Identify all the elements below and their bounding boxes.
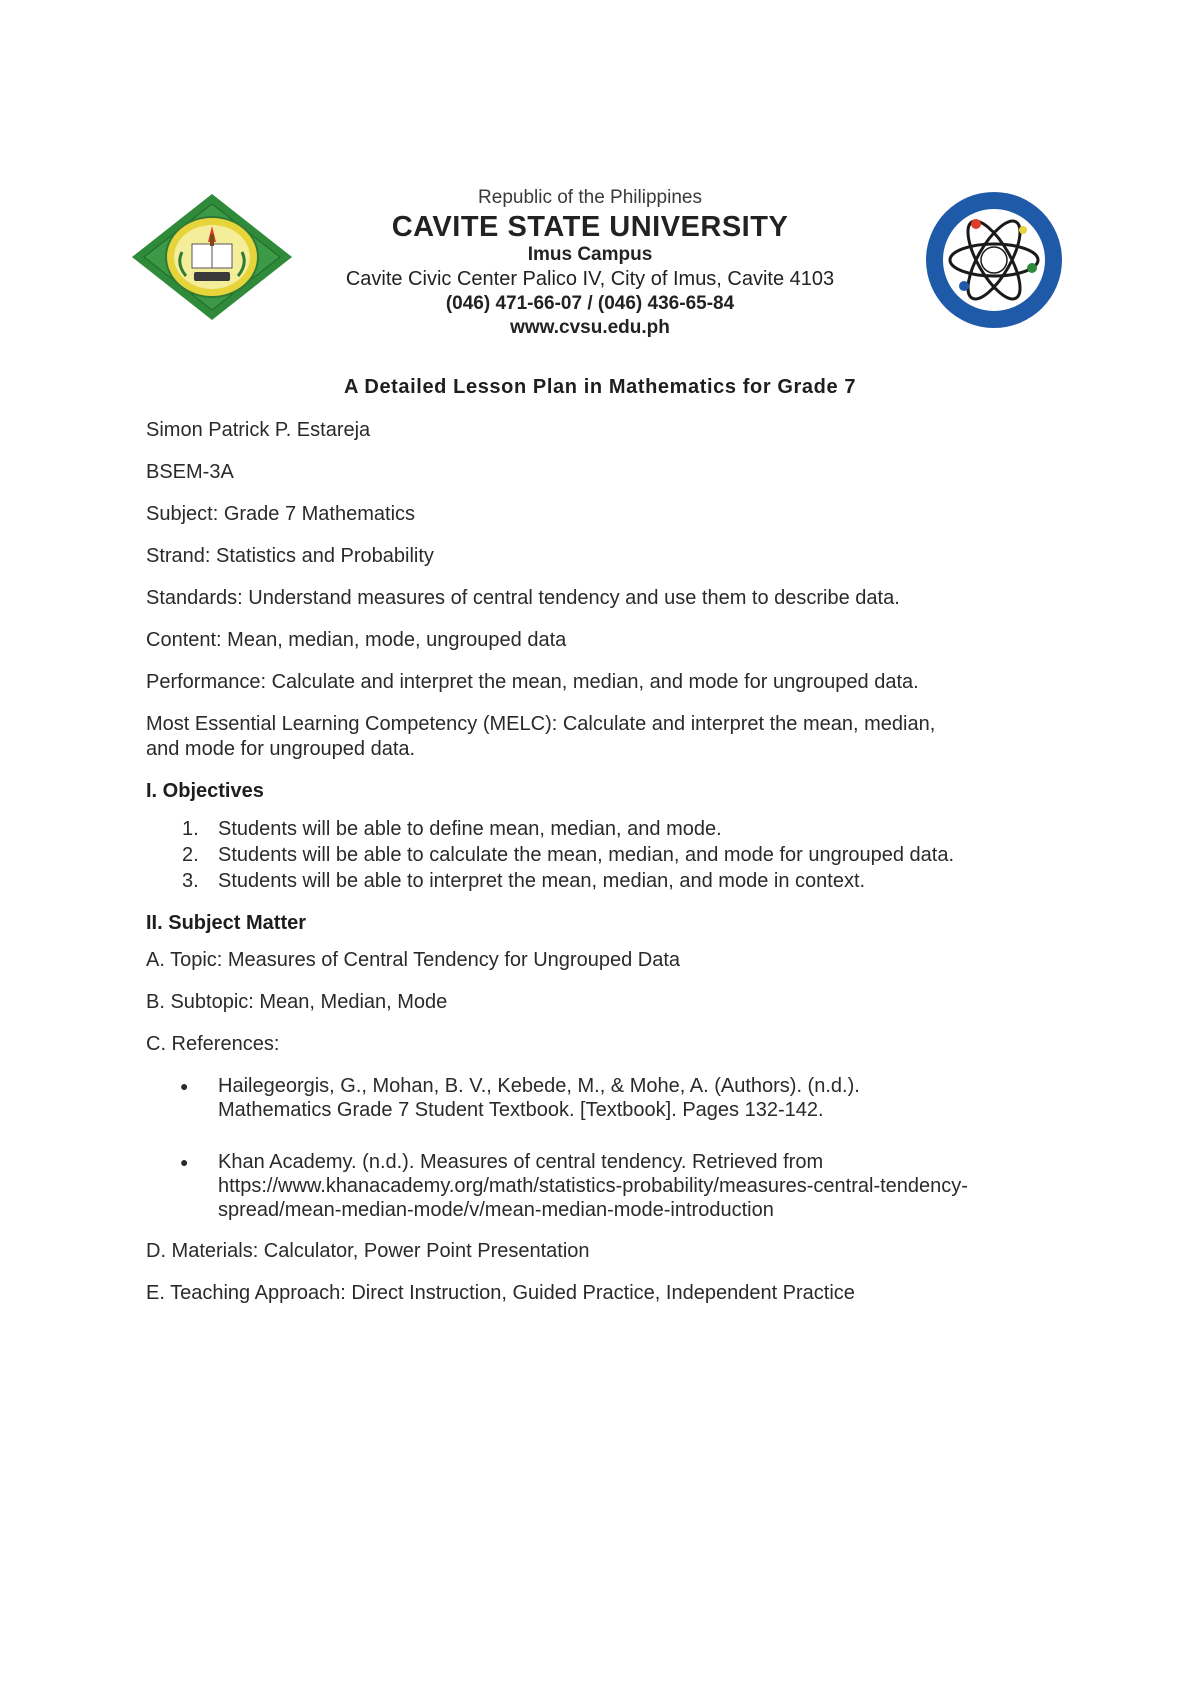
reference-link[interactable]: https://www.khanacademy.org/math/statistics-probability/measures-central-tendency-: [218, 1175, 968, 1197]
objective-text: Students will be able to define mean, median, and mode.: [218, 818, 722, 840]
objective-text: Students will be able to calculate the mean, median, and mode for ungrouped data.: [218, 844, 955, 866]
melc-line: and mode for ungrouped data.: [146, 738, 416, 760]
reference-line: Khan Academy. (n.d.). Measures of central tendency. Retrieved from: [218, 1151, 824, 1173]
reference-line: Hailegeorgis, G., Mohan, B. V., Kebede, M., & Mohe, A. (Authors). (n.d.).: [218, 1075, 860, 1097]
department-seal-logo: [924, 190, 1064, 330]
list-item: [180, 1150, 1066, 1222]
list-number: 3.: [182, 870, 199, 892]
letterhead-campus: Imus Campus: [527, 244, 653, 265]
list-item: [180, 1074, 1066, 1122]
teaching-approach-line: E. Teaching Approach: Direct Instruction, Guided Practice, Independent Practice: [146, 1282, 855, 1304]
references-list: [146, 1074, 1066, 1222]
materials-line: D. Materials: Calculator, Power Point Presentation: [146, 1240, 590, 1262]
list-item: [182, 842, 1066, 868]
letterhead-republic: Republic of the Philippines: [478, 187, 702, 208]
letterhead-website: www.cvsu.edu.ph: [510, 317, 670, 338]
topic-line: A. Topic: Measures of Central Tendency for Ungrouped Data: [146, 949, 681, 971]
list-number: 2.: [182, 844, 199, 866]
objectives-heading: I. Objectives: [146, 780, 264, 802]
letterhead-address: Cavite Civic Center Palico IV, City of Imus, Cavite 4103: [345, 268, 835, 290]
lesson-plan-body: [146, 418, 1066, 1323]
content-line: Content: Mean, median, mode, ungrouped data: [146, 629, 567, 651]
standards-line: Standards: Understand measures of central tendency and use them to describe data.: [146, 587, 900, 609]
subject-line: Subject: Grade 7 Mathematics: [146, 503, 416, 525]
melc-line: Most Essential Learning Competency (MELC): Calculate and interpret the mean, median,: [146, 713, 936, 735]
references-label: C. References:: [146, 1033, 280, 1055]
subtopic-line: B. Subtopic: Mean, Median, Mode: [146, 991, 448, 1013]
letterhead: [300, 186, 880, 339]
melc-paragraph: [146, 712, 1066, 762]
list-item: [182, 816, 1066, 842]
section: BSEM-3A: [146, 461, 234, 483]
letterhead-university-name: CAVITE STATE UNIVERSITY: [391, 211, 789, 243]
performance-line: Performance: Calculate and interpret the mean, median, and mode for ungrouped data.: [146, 671, 919, 693]
list-item: [182, 868, 1066, 894]
subject-matter-heading: II. Subject Matter: [146, 912, 307, 934]
page-title: A Detailed Lesson Plan in Mathematics for Grade 7: [343, 376, 857, 398]
list-number: 1.: [182, 818, 199, 840]
university-seal-logo: [130, 192, 294, 322]
objective-text: Students will be able to interpret the mean, median, and mode in context.: [218, 870, 866, 892]
reference-link[interactable]: spread/mean-median-mode/v/mean-median-mode-introduction: [218, 1199, 774, 1221]
author-name: Simon Patrick P. Estareja: [146, 419, 371, 441]
strand-line: Strand: Statistics and Probability: [146, 545, 434, 567]
reference-line: Mathematics Grade 7 Student Textbook. [Textbook]. Pages 132-142.: [218, 1099, 824, 1121]
bullet-icon: ●: [180, 1154, 189, 1170]
letterhead-phone: (046) 471-66-07 / (046) 436-65-84: [445, 293, 735, 314]
objectives-list: [146, 816, 1066, 894]
bullet-icon: ●: [180, 1078, 189, 1094]
